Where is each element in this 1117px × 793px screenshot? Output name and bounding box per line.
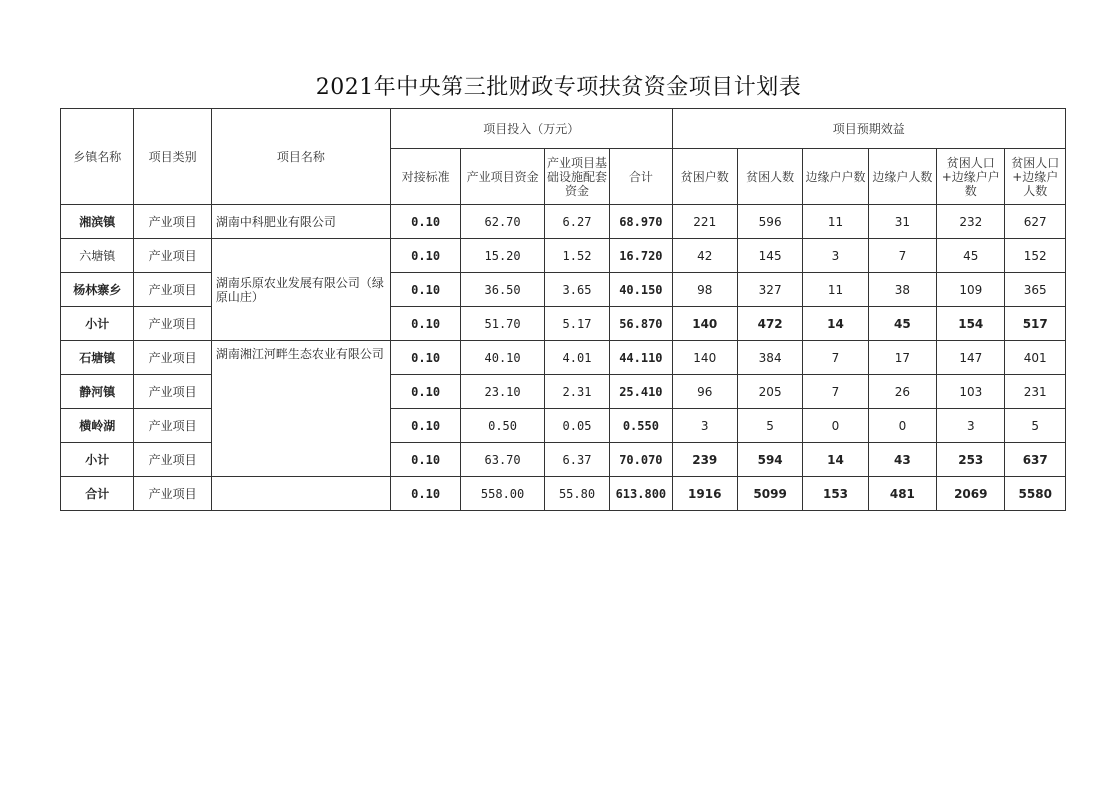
poor-plus-edge-people-cell: 637 (1005, 443, 1066, 477)
project-name-cell: 湖南乐原农业发展有限公司（绿原山庄） (211, 239, 390, 341)
edge-households-cell: 0 (803, 409, 868, 443)
poor-plus-edge-households-cell: 253 (937, 443, 1005, 477)
poor-people-cell: 596 (737, 205, 802, 239)
project-name-cell (211, 477, 390, 511)
infra-fund-cell: 0.05 (544, 409, 609, 443)
infra-fund-cell: 5.17 (544, 307, 609, 341)
poor-plus-edge-households-cell: 3 (937, 409, 1005, 443)
header-poor-people: 贫困人数 (737, 149, 802, 205)
header-poor-plus-edge-households: 贫困人口+边缘户户数 (937, 149, 1005, 205)
poor-people-cell: 145 (737, 239, 802, 273)
edge-people-cell: 7 (868, 239, 936, 273)
edge-people-cell: 45 (868, 307, 936, 341)
header-edge-people: 边缘户人数 (868, 149, 936, 205)
edge-households-cell: 3 (803, 239, 868, 273)
poor-people-cell: 594 (737, 443, 802, 477)
industry-fund-cell: 36.50 (461, 273, 544, 307)
table-row (61, 375, 1066, 409)
infra-fund-cell: 6.37 (544, 443, 609, 477)
header-project: 项目名称 (211, 109, 390, 205)
table-row (61, 307, 1066, 341)
edge-households-cell: 7 (803, 341, 868, 375)
standard-cell: 0.10 (390, 375, 460, 409)
edge-households-cell: 11 (803, 273, 868, 307)
industry-fund-cell: 40.10 (461, 341, 544, 375)
poor-people-cell: 205 (737, 375, 802, 409)
town-cell: 合计 (61, 477, 134, 511)
poor-people-cell: 5099 (737, 477, 802, 511)
header-type: 项目类别 (134, 109, 211, 205)
poor-plus-edge-people-cell: 365 (1005, 273, 1066, 307)
poor-plus-edge-people-cell: 401 (1005, 341, 1066, 375)
industry-fund-cell: 15.20 (461, 239, 544, 273)
edge-people-cell: 43 (868, 443, 936, 477)
poor-households-cell: 239 (672, 443, 737, 477)
header-infra-fund: 产业项目基础设施配套资金 (544, 149, 609, 205)
standard-cell: 0.10 (390, 239, 460, 273)
poor-plus-edge-households-cell: 147 (937, 341, 1005, 375)
edge-people-cell: 17 (868, 341, 936, 375)
type-cell: 产业项目 (134, 443, 211, 477)
poor-people-cell: 327 (737, 273, 802, 307)
header-total: 合计 (610, 149, 672, 205)
poor-plus-edge-households-cell: 103 (937, 375, 1005, 409)
town-cell: 静河镇 (61, 375, 134, 409)
edge-households-cell: 11 (803, 205, 868, 239)
header-standard: 对接标准 (390, 149, 460, 205)
poor-plus-edge-households-cell: 232 (937, 205, 1005, 239)
edge-people-cell: 481 (868, 477, 936, 511)
standard-cell: 0.10 (390, 477, 460, 511)
total-cell: 44.110 (610, 341, 672, 375)
header-benefit-group: 项目预期效益 (672, 109, 1065, 149)
edge-households-cell: 14 (803, 443, 868, 477)
funding-plan-table (60, 108, 1066, 511)
poor-people-cell: 5 (737, 409, 802, 443)
infra-fund-cell: 3.65 (544, 273, 609, 307)
town-cell: 湘滨镇 (61, 205, 134, 239)
standard-cell: 0.10 (390, 307, 460, 341)
type-cell: 产业项目 (134, 205, 211, 239)
town-cell: 六塘镇 (61, 239, 134, 273)
type-cell: 产业项目 (134, 477, 211, 511)
poor-households-cell: 221 (672, 205, 737, 239)
poor-people-cell: 384 (737, 341, 802, 375)
type-cell: 产业项目 (134, 273, 211, 307)
total-cell: 0.550 (610, 409, 672, 443)
project-name-cell: 湖南湘江河畔生态农业有限公司 (211, 341, 390, 477)
industry-fund-cell: 63.70 (461, 443, 544, 477)
town-cell: 横岭湖 (61, 409, 134, 443)
poor-plus-edge-households-cell: 2069 (937, 477, 1005, 511)
total-cell: 68.970 (610, 205, 672, 239)
header-poor-households: 贫困户数 (672, 149, 737, 205)
edge-households-cell: 7 (803, 375, 868, 409)
poor-households-cell: 98 (672, 273, 737, 307)
infra-fund-cell: 4.01 (544, 341, 609, 375)
poor-plus-edge-people-cell: 5 (1005, 409, 1066, 443)
table-row (61, 409, 1066, 443)
industry-fund-cell: 62.70 (461, 205, 544, 239)
table-row (61, 239, 1066, 273)
town-cell: 杨林寨乡 (61, 273, 134, 307)
poor-plus-edge-people-cell: 152 (1005, 239, 1066, 273)
type-cell: 产业项目 (134, 239, 211, 273)
standard-cell: 0.10 (390, 341, 460, 375)
type-cell: 产业项目 (134, 341, 211, 375)
table-row (61, 341, 1066, 375)
edge-people-cell: 38 (868, 273, 936, 307)
header-investment-group: 项目投入（万元） (390, 109, 672, 149)
standard-cell: 0.10 (390, 409, 460, 443)
industry-fund-cell: 0.50 (461, 409, 544, 443)
total-cell: 16.720 (610, 239, 672, 273)
infra-fund-cell: 1.52 (544, 239, 609, 273)
header-industry-fund: 产业项目资金 (461, 149, 544, 205)
table-row (61, 273, 1066, 307)
standard-cell: 0.10 (390, 205, 460, 239)
header-poor-plus-edge-people: 贫困人口+边缘户人数 (1005, 149, 1066, 205)
type-cell: 产业项目 (134, 375, 211, 409)
poor-households-cell: 3 (672, 409, 737, 443)
total-cell: 613.800 (610, 477, 672, 511)
poor-plus-edge-households-cell: 109 (937, 273, 1005, 307)
town-cell: 石塘镇 (61, 341, 134, 375)
table-row (61, 205, 1066, 239)
edge-households-cell: 153 (803, 477, 868, 511)
poor-households-cell: 1916 (672, 477, 737, 511)
industry-fund-cell: 558.00 (461, 477, 544, 511)
header-edge-households: 边缘户户数 (803, 149, 868, 205)
edge-people-cell: 31 (868, 205, 936, 239)
poor-plus-edge-people-cell: 5580 (1005, 477, 1066, 511)
type-cell: 产业项目 (134, 409, 211, 443)
poor-households-cell: 96 (672, 375, 737, 409)
town-cell: 小计 (61, 443, 134, 477)
infra-fund-cell: 55.80 (544, 477, 609, 511)
town-cell: 小计 (61, 307, 134, 341)
poor-people-cell: 472 (737, 307, 802, 341)
standard-cell: 0.10 (390, 273, 460, 307)
table-row (61, 443, 1066, 477)
infra-fund-cell: 6.27 (544, 205, 609, 239)
total-cell: 56.870 (610, 307, 672, 341)
page-title: 2021年中央第三批财政专项扶贫资金项目计划表 (315, 75, 802, 100)
edge-households-cell: 14 (803, 307, 868, 341)
total-cell: 70.070 (610, 443, 672, 477)
project-name-cell: 湖南中科肥业有限公司 (211, 205, 390, 239)
header-row-top (61, 109, 1066, 149)
poor-plus-edge-households-cell: 154 (937, 307, 1005, 341)
type-cell: 产业项目 (134, 307, 211, 341)
industry-fund-cell: 51.70 (461, 307, 544, 341)
edge-people-cell: 0 (868, 409, 936, 443)
poor-plus-edge-people-cell: 517 (1005, 307, 1066, 341)
poor-plus-edge-people-cell: 231 (1005, 375, 1066, 409)
total-cell: 25.410 (610, 375, 672, 409)
poor-plus-edge-households-cell: 45 (937, 239, 1005, 273)
standard-cell: 0.10 (390, 443, 460, 477)
header-town: 乡镇名称 (61, 109, 134, 205)
industry-fund-cell: 23.10 (461, 375, 544, 409)
poor-plus-edge-people-cell: 627 (1005, 205, 1066, 239)
poor-households-cell: 42 (672, 239, 737, 273)
poor-households-cell: 140 (672, 307, 737, 341)
total-cell: 40.150 (610, 273, 672, 307)
table-row (61, 477, 1066, 511)
edge-people-cell: 26 (868, 375, 936, 409)
infra-fund-cell: 2.31 (544, 375, 609, 409)
poor-households-cell: 140 (672, 341, 737, 375)
